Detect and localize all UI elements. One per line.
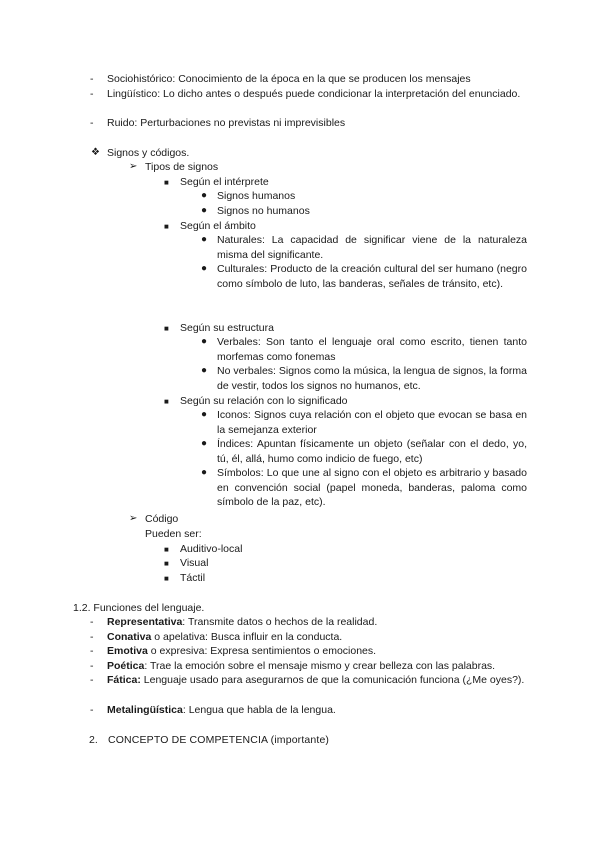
arrow-bullet-icon: ➢ (129, 161, 138, 172)
section-number: 2. (89, 734, 98, 746)
function-term: Conativa (107, 631, 152, 643)
dot-bullet-icon: ● (201, 205, 208, 216)
function-term: Fática: (107, 674, 141, 686)
arrow-bullet-icon: ➢ (129, 513, 138, 524)
dash-bullet: - (90, 704, 94, 716)
list-item: Culturales: Producto de la creación cultural del ser humano (negro como símbolo de luto, las banderas, señales de tránsito, etc). (217, 263, 527, 290)
square-bullet-icon: ■ (164, 222, 169, 231)
dash-bullet: - (90, 73, 94, 85)
dash-bullet: - (90, 616, 94, 628)
list-item: Verbales: Son tanto el lenguaje oral como escrito, tienen tanto morfemas como fonemas (217, 336, 527, 363)
group-label-relacion: Según su relación con lo significado (180, 395, 348, 407)
section-heading-competencia: CONCEPTO DE COMPETENCIA (importante) (108, 734, 330, 746)
diamond-bullet-icon: ❖ (91, 147, 100, 158)
list-item-sociohistorico: Sociohistórico: Conocimiento de la época en la que se producen los mensajes (107, 73, 471, 85)
function-item (107, 703, 525, 718)
list-item: Naturales: La capacidad de significar viene de la naturaleza misma del significante. (217, 234, 527, 261)
list-item: No verbales: Signos como la música, la lengua de signos, la forma de vestir, todos los signos no humanos, etc. (217, 365, 527, 392)
list-item: Símbolos: Lo que une al signo con el objeto es arbitrario y basado en convención social (papel moneda, banderas, paloma como símbolo de la paz, etc). (217, 467, 527, 508)
group-label-interprete: Según el intérprete (180, 176, 269, 188)
function-term: Representativa (107, 616, 183, 628)
function-term: Emotiva (107, 645, 148, 657)
list-item-linguistico: Lingüístico: Lo dicho antes o después puede condicionar la interpretación del enunciado. (107, 88, 521, 100)
dot-bullet-icon: ● (201, 263, 208, 274)
list-item: Visual (180, 557, 209, 569)
function-description: o expresiva: Expresa sentimientos o emociones. (147, 645, 377, 657)
square-bullet-icon: ■ (164, 324, 169, 333)
list-item: Signos no humanos (217, 205, 310, 217)
function-item (107, 615, 525, 630)
dash-bullet: - (90, 674, 94, 686)
square-bullet-icon: ■ (164, 574, 169, 583)
list-item: Auditivo-local (180, 543, 243, 555)
list-item: Táctil (180, 572, 206, 584)
list-item: Signos humanos (217, 190, 296, 202)
list-item: Índices: Apuntan físicamente un objeto (señalar con el dedo, yo, tú, él, allá, humo como indicio de fuego, etc) (217, 438, 527, 465)
function-item (107, 630, 525, 645)
dot-bullet-icon: ● (201, 365, 208, 376)
group-label-ambito: Según el ámbito (180, 220, 256, 232)
function-description: : Lengua que habla de la lengua. (182, 704, 336, 716)
function-item (107, 659, 525, 674)
square-bullet-icon: ■ (164, 559, 169, 568)
list-item: Iconos: Signos cuya relación con el objeto que evocan se basa en la semejanza exterior (217, 409, 527, 436)
dot-bullet-icon: ● (201, 438, 208, 449)
pueden-ser-label: Pueden ser: (145, 528, 202, 540)
square-bullet-icon: ■ (164, 397, 169, 406)
dot-bullet-icon: ● (201, 190, 208, 201)
function-term: Poética (107, 660, 145, 672)
function-description: : Transmite datos o hechos de la realidad. (182, 616, 378, 628)
square-bullet-icon: ■ (164, 545, 169, 554)
function-description: : Trae la emoción sobre el mensaje mismo y crear belleza con las palabras. (144, 660, 496, 672)
group-label-estructura: Según su estructura (180, 322, 274, 334)
dash-bullet: - (90, 117, 94, 129)
section-heading-signos: Signos y códigos. (107, 147, 190, 159)
section-heading-funciones: 1.2. Funciones del lenguaje. (73, 602, 205, 614)
function-term: Metalingüística (107, 704, 183, 716)
dot-bullet-icon: ● (201, 409, 208, 420)
dash-bullet: - (90, 660, 94, 672)
dot-bullet-icon: ● (201, 467, 208, 478)
list-item-ruido: Ruido: Perturbaciones no previstas ni imprevisibles (107, 117, 346, 129)
codigo-label: Código (145, 513, 179, 525)
function-description: Lenguaje usado para asegurarnos de que la comunicación funciona (¿Me oyes?). (140, 674, 525, 686)
dash-bullet: - (90, 88, 94, 100)
tipos-de-signos-label: Tipos de signos (145, 161, 219, 173)
square-bullet-icon: ■ (164, 178, 169, 187)
dash-bullet: - (90, 645, 94, 657)
dot-bullet-icon: ● (201, 234, 208, 245)
dash-bullet: - (90, 631, 94, 643)
function-description: o apelativa: Busca influir en la conducta. (151, 631, 343, 643)
function-item (107, 673, 525, 688)
function-item (107, 644, 525, 659)
dot-bullet-icon: ● (201, 336, 208, 347)
